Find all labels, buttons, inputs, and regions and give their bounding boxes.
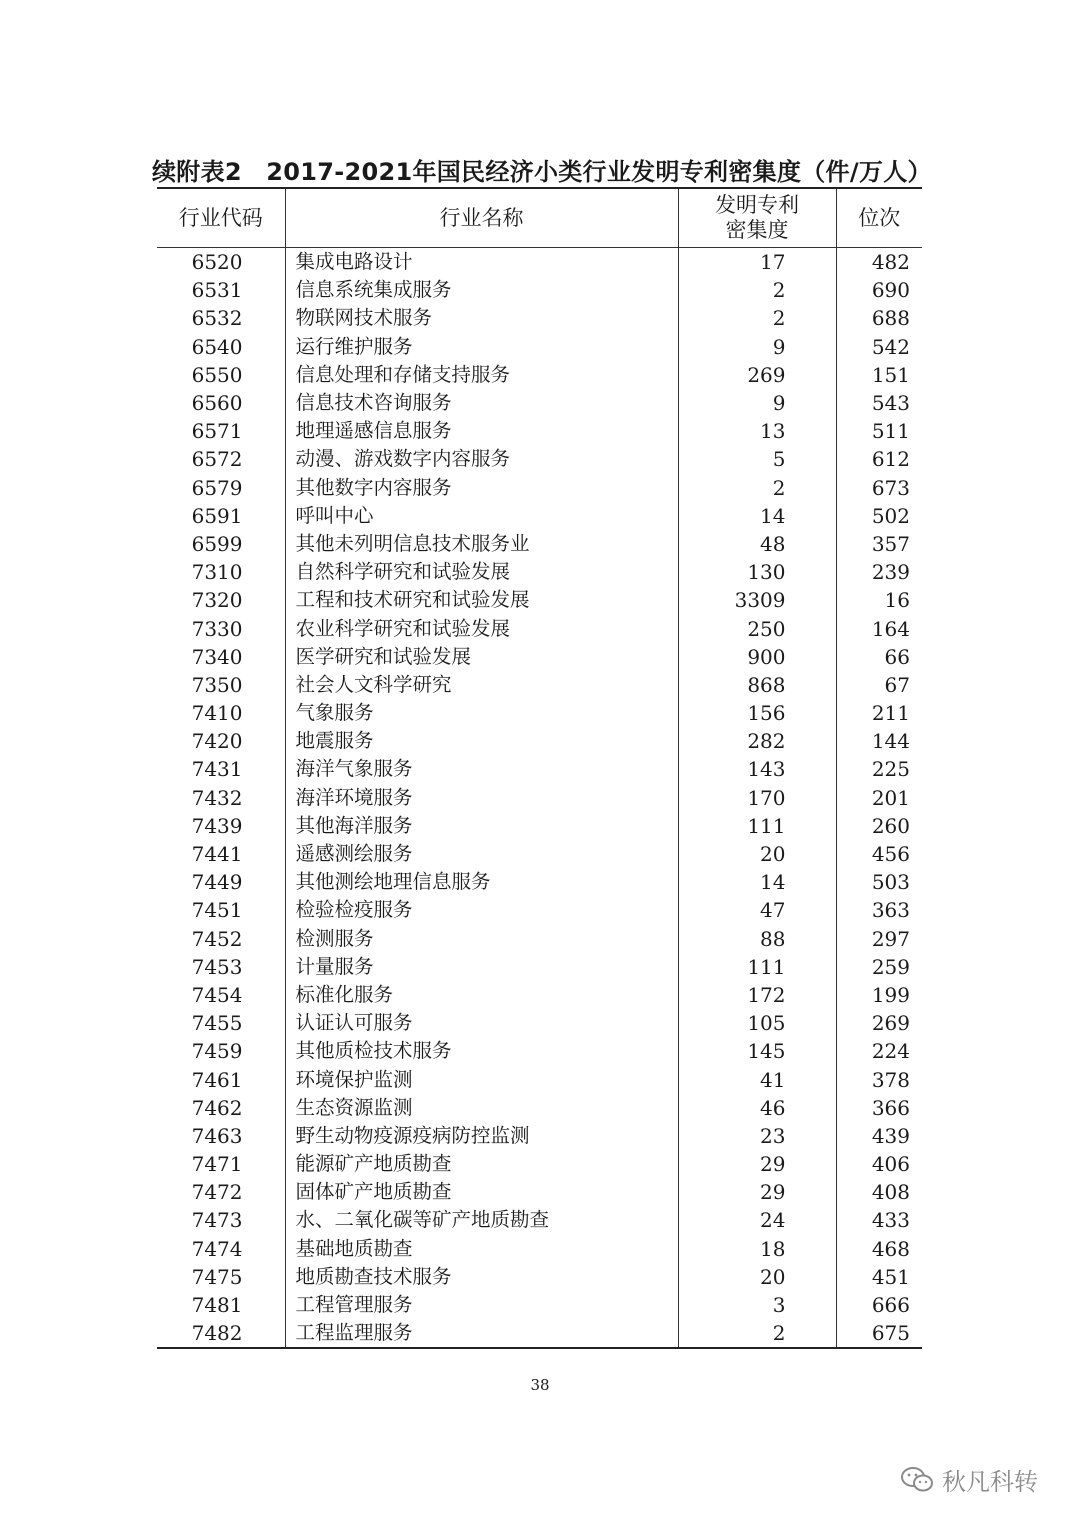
table-row bbox=[157, 530, 922, 558]
table-row bbox=[157, 643, 922, 671]
cell-density: 18 bbox=[678, 1235, 836, 1263]
cell-rank: 456 bbox=[836, 840, 922, 868]
cell-density: 5 bbox=[678, 445, 836, 473]
cell-code: 6579 bbox=[191, 475, 243, 500]
cell-density: 3 bbox=[678, 1291, 836, 1319]
cell-rank: 357 bbox=[836, 530, 922, 558]
cell-code: 7350 bbox=[191, 672, 243, 697]
cell-code: 7439 bbox=[191, 813, 243, 838]
cell-density: 172 bbox=[678, 981, 836, 1009]
cell-name: 检测服务 bbox=[285, 925, 678, 953]
table-row bbox=[157, 502, 922, 530]
table-row bbox=[157, 1291, 922, 1319]
header-density bbox=[678, 188, 836, 248]
cell-name: 认证认可服务 bbox=[285, 1009, 678, 1037]
cell-rank: 67 bbox=[836, 671, 922, 699]
cell-rank: 363 bbox=[836, 896, 922, 924]
cell-name: 工程和技术研究和试验发展 bbox=[285, 586, 678, 614]
cell-density: 156 bbox=[678, 699, 836, 727]
cell-name: 计量服务 bbox=[285, 953, 678, 981]
cell-name: 海洋气象服务 bbox=[285, 755, 678, 783]
cell-code: 7482 bbox=[191, 1321, 243, 1346]
cell-code: 7330 bbox=[191, 616, 243, 641]
cell-density: 41 bbox=[678, 1065, 836, 1093]
cell-code: 6540 bbox=[191, 334, 243, 359]
cell-rank: 433 bbox=[836, 1206, 922, 1234]
cell-name: 地理遥感信息服务 bbox=[285, 417, 678, 445]
cell-rank: 482 bbox=[836, 248, 922, 277]
cell-rank: 259 bbox=[836, 953, 922, 981]
cell-name: 标准化服务 bbox=[285, 981, 678, 1009]
cell-density: 105 bbox=[678, 1009, 836, 1037]
cell-rank: 224 bbox=[836, 1037, 922, 1065]
cell-rank: 451 bbox=[836, 1263, 922, 1291]
table-row bbox=[157, 586, 922, 614]
cell-density: 111 bbox=[678, 953, 836, 981]
cell-density: 13 bbox=[678, 417, 836, 445]
cell-code: 6599 bbox=[191, 531, 243, 556]
cell-density: 20 bbox=[678, 1263, 836, 1291]
table-row bbox=[157, 1206, 922, 1234]
cell-code: 7340 bbox=[191, 644, 243, 669]
table-row bbox=[157, 840, 922, 868]
cell-density: 170 bbox=[678, 784, 836, 812]
cell-name: 生态资源监测 bbox=[285, 1094, 678, 1122]
table-row bbox=[157, 333, 922, 361]
cell-code: 7475 bbox=[191, 1264, 243, 1289]
cell-density: 17 bbox=[678, 248, 836, 277]
cell-code: 6531 bbox=[191, 278, 243, 303]
cell-code: 7420 bbox=[191, 729, 243, 754]
cell-name: 能源矿产地质勘查 bbox=[285, 1150, 678, 1178]
cell-rank: 201 bbox=[836, 784, 922, 812]
cell-name: 信息处理和存储支持服务 bbox=[285, 361, 678, 389]
table-row bbox=[157, 1094, 922, 1122]
cell-rank: 239 bbox=[836, 558, 922, 586]
cell-name: 农业科学研究和试验发展 bbox=[285, 614, 678, 642]
cell-density: 88 bbox=[678, 925, 836, 953]
cell-name: 运行维护服务 bbox=[285, 333, 678, 361]
table-row bbox=[157, 361, 922, 389]
table-row bbox=[157, 981, 922, 1009]
cell-density: 9 bbox=[678, 389, 836, 417]
cell-code: 6532 bbox=[191, 306, 243, 331]
watermark bbox=[900, 1462, 1038, 1497]
cell-density: 14 bbox=[678, 502, 836, 530]
table-row bbox=[157, 784, 922, 812]
table-row bbox=[157, 1319, 922, 1348]
cell-name: 地质勘查技术服务 bbox=[285, 1263, 678, 1291]
cell-name: 医学研究和试验发展 bbox=[285, 643, 678, 671]
cell-rank: 164 bbox=[836, 614, 922, 642]
cell-name: 遥感测绘服务 bbox=[285, 840, 678, 868]
cell-rank: 378 bbox=[836, 1065, 922, 1093]
cell-rank: 151 bbox=[836, 361, 922, 389]
cell-code: 7452 bbox=[191, 926, 243, 951]
cell-rank: 260 bbox=[836, 812, 922, 840]
cell-name: 自然科学研究和试验发展 bbox=[285, 558, 678, 586]
cell-density: 250 bbox=[678, 614, 836, 642]
patent-density-table bbox=[157, 187, 922, 1349]
table-body bbox=[157, 248, 922, 1349]
wechat-icon bbox=[900, 1466, 934, 1494]
cell-code: 7461 bbox=[191, 1067, 243, 1092]
table-row bbox=[157, 1065, 922, 1093]
cell-rank: 502 bbox=[836, 502, 922, 530]
cell-code: 6550 bbox=[191, 362, 243, 387]
cell-rank: 688 bbox=[836, 304, 922, 332]
cell-code: 7459 bbox=[191, 1039, 243, 1064]
cell-rank: 144 bbox=[836, 727, 922, 755]
cell-density: 111 bbox=[678, 812, 836, 840]
cell-code: 7451 bbox=[191, 898, 243, 923]
cell-density: 29 bbox=[678, 1178, 836, 1206]
cell-code: 6571 bbox=[191, 419, 243, 444]
cell-code: 7410 bbox=[191, 701, 243, 726]
cell-name: 检验检疫服务 bbox=[285, 896, 678, 924]
table-row bbox=[157, 727, 922, 755]
header-name: 行业名称 bbox=[285, 188, 678, 248]
table-row bbox=[157, 671, 922, 699]
cell-density: 2 bbox=[678, 474, 836, 502]
cell-name: 环境保护监测 bbox=[285, 1065, 678, 1093]
cell-density: 46 bbox=[678, 1094, 836, 1122]
table-row bbox=[157, 896, 922, 924]
cell-code: 7473 bbox=[191, 1208, 243, 1233]
cell-rank: 612 bbox=[836, 445, 922, 473]
cell-density: 23 bbox=[678, 1122, 836, 1150]
table-row bbox=[157, 614, 922, 642]
cell-rank: 439 bbox=[836, 1122, 922, 1150]
cell-density: 143 bbox=[678, 755, 836, 783]
cell-name: 物联网技术服务 bbox=[285, 304, 678, 332]
cell-code: 7455 bbox=[191, 1011, 243, 1036]
header-code: 行业代码 bbox=[157, 188, 285, 248]
table-row bbox=[157, 953, 922, 981]
table-row bbox=[157, 1263, 922, 1291]
cell-rank: 366 bbox=[836, 1094, 922, 1122]
cell-rank: 673 bbox=[836, 474, 922, 502]
cell-density: 145 bbox=[678, 1037, 836, 1065]
cell-code: 7463 bbox=[191, 1123, 243, 1148]
cell-name: 社会人文科学研究 bbox=[285, 671, 678, 699]
cell-code: 7462 bbox=[191, 1095, 243, 1120]
table-row bbox=[157, 474, 922, 502]
table-row bbox=[157, 445, 922, 473]
cell-rank: 468 bbox=[836, 1235, 922, 1263]
table-row bbox=[157, 417, 922, 445]
cell-name: 信息技术咨询服务 bbox=[285, 389, 678, 417]
cell-code: 7431 bbox=[191, 757, 243, 782]
table-row bbox=[157, 389, 922, 417]
cell-rank: 511 bbox=[836, 417, 922, 445]
table-header-row bbox=[157, 188, 922, 248]
cell-name: 其他数字内容服务 bbox=[285, 474, 678, 502]
cell-density: 20 bbox=[678, 840, 836, 868]
cell-name: 固体矿产地质勘查 bbox=[285, 1178, 678, 1206]
table-row bbox=[157, 1009, 922, 1037]
cell-name: 海洋环境服务 bbox=[285, 784, 678, 812]
watermark-text: 秋凡科转 bbox=[942, 1468, 1038, 1496]
cell-density: 14 bbox=[678, 868, 836, 896]
table-row bbox=[157, 558, 922, 586]
cell-name: 野生动物疫源疫病防控监测 bbox=[285, 1122, 678, 1150]
cell-code: 7441 bbox=[191, 842, 243, 867]
cell-name: 工程管理服务 bbox=[285, 1291, 678, 1319]
cell-density: 130 bbox=[678, 558, 836, 586]
cell-name: 其他未列明信息技术服务业 bbox=[285, 530, 678, 558]
cell-density: 2 bbox=[678, 276, 836, 304]
cell-code: 7471 bbox=[191, 1152, 243, 1177]
cell-density: 282 bbox=[678, 727, 836, 755]
cell-name: 其他海洋服务 bbox=[285, 812, 678, 840]
cell-code: 7454 bbox=[191, 982, 243, 1007]
cell-name: 水、二氧化碳等矿产地质勘查 bbox=[285, 1206, 678, 1234]
table-row bbox=[157, 1122, 922, 1150]
cell-name: 其他测绘地理信息服务 bbox=[285, 868, 678, 896]
cell-density: 47 bbox=[678, 896, 836, 924]
header-density-line1: 发明专利 bbox=[715, 193, 799, 217]
cell-density: 868 bbox=[678, 671, 836, 699]
cell-density: 24 bbox=[678, 1206, 836, 1234]
cell-name: 动漫、游戏数字内容服务 bbox=[285, 445, 678, 473]
cell-density: 900 bbox=[678, 643, 836, 671]
cell-code: 7449 bbox=[191, 870, 243, 895]
cell-name: 其他质检技术服务 bbox=[285, 1037, 678, 1065]
cell-code: 7310 bbox=[191, 560, 243, 585]
table-title: 续附表2 2017-2021年国民经济小类行业发明专利密集度（件/万人） bbox=[152, 158, 932, 186]
cell-name: 气象服务 bbox=[285, 699, 678, 727]
cell-rank: 542 bbox=[836, 333, 922, 361]
cell-code: 6520 bbox=[191, 250, 243, 275]
cell-density: 29 bbox=[678, 1150, 836, 1178]
table-row bbox=[157, 276, 922, 304]
cell-code: 6560 bbox=[191, 391, 243, 416]
table-row bbox=[157, 1150, 922, 1178]
header-density-line2: 密集度 bbox=[725, 218, 789, 242]
cell-name: 呼叫中心 bbox=[285, 502, 678, 530]
cell-density: 48 bbox=[678, 530, 836, 558]
cell-rank: 408 bbox=[836, 1178, 922, 1206]
table-row bbox=[157, 868, 922, 896]
table-row bbox=[157, 304, 922, 332]
table-row bbox=[157, 925, 922, 953]
cell-name: 地震服务 bbox=[285, 727, 678, 755]
cell-code: 7453 bbox=[191, 954, 243, 979]
cell-rank: 406 bbox=[836, 1150, 922, 1178]
cell-density: 2 bbox=[678, 1319, 836, 1348]
cell-density: 3309 bbox=[678, 586, 836, 614]
cell-name: 信息系统集成服务 bbox=[285, 276, 678, 304]
page-number: 38 bbox=[530, 1376, 550, 1394]
header-rank: 位次 bbox=[836, 188, 922, 248]
table-row bbox=[157, 1037, 922, 1065]
cell-rank: 297 bbox=[836, 925, 922, 953]
cell-rank: 543 bbox=[836, 389, 922, 417]
table-row bbox=[157, 812, 922, 840]
cell-code: 7472 bbox=[191, 1180, 243, 1205]
cell-code: 6572 bbox=[191, 447, 243, 472]
cell-code: 7481 bbox=[191, 1293, 243, 1318]
cell-density: 2 bbox=[678, 304, 836, 332]
cell-code: 7474 bbox=[191, 1236, 243, 1261]
cell-rank: 199 bbox=[836, 981, 922, 1009]
cell-name: 工程监理服务 bbox=[285, 1319, 678, 1348]
cell-code: 7432 bbox=[191, 785, 243, 810]
table-row bbox=[157, 1235, 922, 1263]
cell-rank: 211 bbox=[836, 699, 922, 727]
cell-name: 集成电路设计 bbox=[285, 248, 678, 277]
cell-rank: 66 bbox=[836, 643, 922, 671]
cell-rank: 269 bbox=[836, 1009, 922, 1037]
cell-rank: 225 bbox=[836, 755, 922, 783]
table-row bbox=[157, 755, 922, 783]
cell-rank: 503 bbox=[836, 868, 922, 896]
table-row bbox=[157, 699, 922, 727]
cell-density: 269 bbox=[678, 361, 836, 389]
cell-density: 9 bbox=[678, 333, 836, 361]
cell-code: 6591 bbox=[191, 503, 243, 528]
cell-code: 7320 bbox=[191, 588, 243, 613]
table-row bbox=[157, 1178, 922, 1206]
cell-rank: 666 bbox=[836, 1291, 922, 1319]
table-row bbox=[157, 248, 922, 277]
cell-rank: 16 bbox=[836, 586, 922, 614]
cell-name: 基础地质勘查 bbox=[285, 1235, 678, 1263]
cell-rank: 690 bbox=[836, 276, 922, 304]
cell-rank: 675 bbox=[836, 1319, 922, 1348]
